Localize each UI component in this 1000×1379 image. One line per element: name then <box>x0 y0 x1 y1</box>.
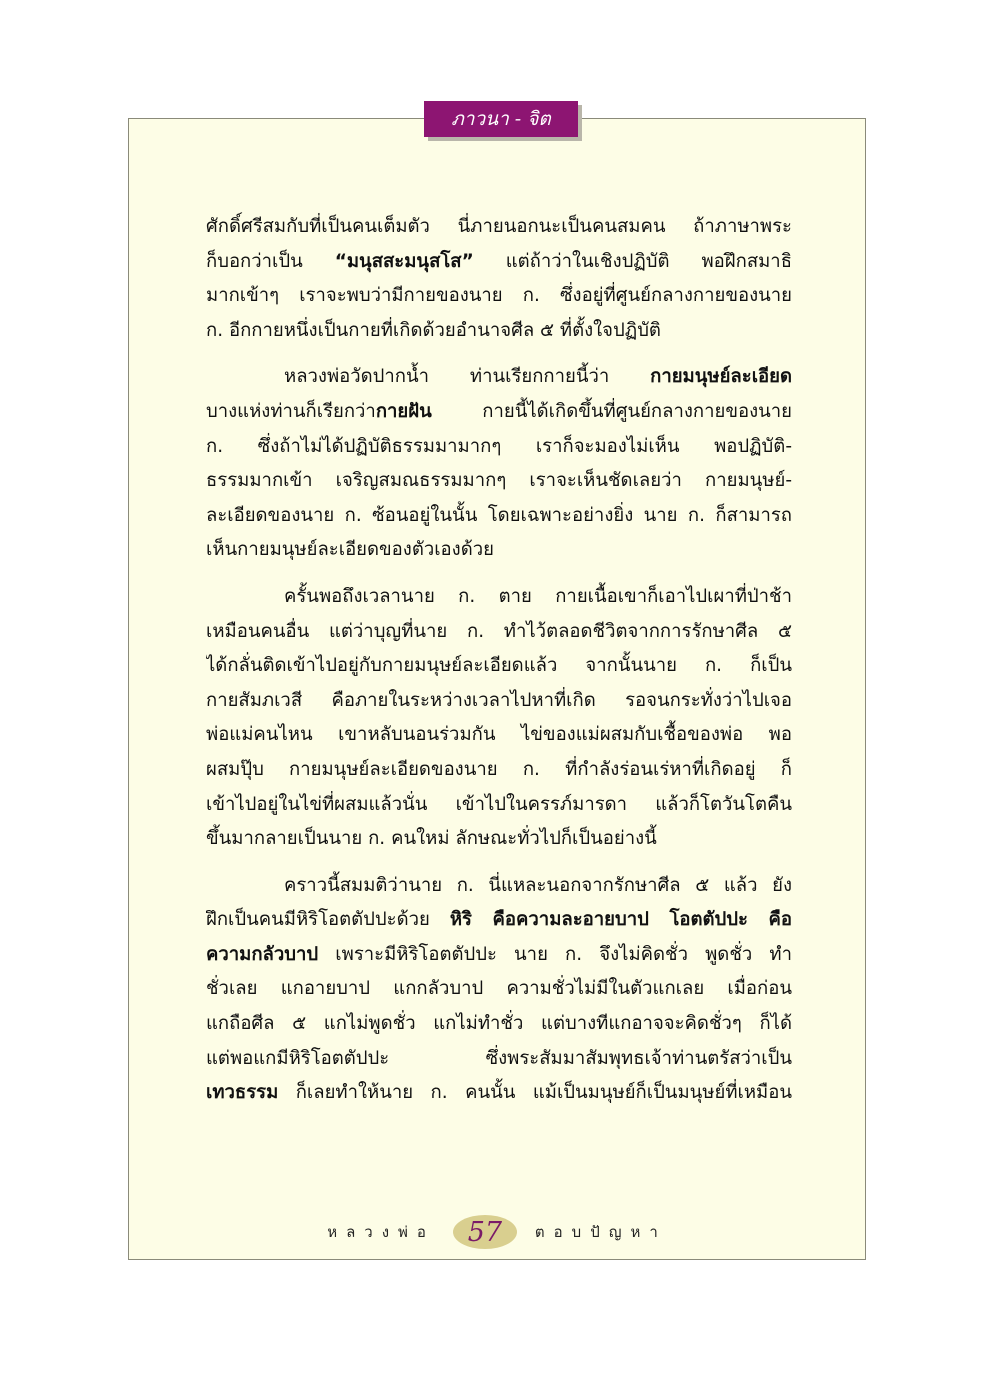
text-line: พ่อแม่คนไหน เขาหลับนอนร่วมกัน ไข่ของแม่ผสมกับเชื้อของพ่อ พอ <box>206 724 792 746</box>
paragraph-3 <box>206 580 792 857</box>
text-line: ก. อีกกายหนึ่งเป็นกายที่เกิดด้วยอำนาจศีล ๕ ที่ตั้งใจปฏิบัติ <box>206 319 661 341</box>
chapter-title: ภาวนา - จิต <box>451 108 551 130</box>
paragraph-2 <box>206 360 792 568</box>
page-number: 57 <box>453 1215 517 1249</box>
text-line: ผสมปุ๊บ กายมนุษย์ละเอียดของนาย ก. ที่กำลังร่อนเร่หาที่เกิดอยู่ ก็ <box>206 758 792 780</box>
text-line: หลวงพ่อวัดปากน้ำ ท่านเรียกกายนี้ว่า กายมนุษย์ละเอียด <box>284 366 792 388</box>
page-footer <box>128 1212 866 1252</box>
text-line: ก็บอกว่าเป็น “มนุสสะมนุสโส” แต่ถ้าว่าในเชิงปฏิบัติ พอฝึกสมาธิ <box>206 250 792 272</box>
paragraph-4 <box>206 869 792 1111</box>
text-line: ฝึกเป็นคนมีหิริโอตตัปปะด้วย หิริ คือความละอายบาป โอตตัปปะ คือ <box>206 909 792 931</box>
text-line: มากเข้าๆ เราจะพบว่ามีกายของนาย ก. ซึ่งอยู่ที่ศูนย์กลางกายของนาย <box>206 285 792 307</box>
text-line: ละเอียดของนาย ก. ซ้อนอยู่ในนั้น โดยเฉพาะอย่างยิ่ง นาย ก. ก็สามารถ <box>206 504 792 526</box>
text-line: ชั่วเลย แกอายบาป แกกลัวบาป ความชั่วไม่มีในตัวแกเลย เมื่อก่อน <box>206 978 792 1000</box>
paragraph-1 <box>206 210 792 348</box>
body-text <box>206 210 792 1111</box>
text-line: เห็นกายมนุษย์ละเอียดของตัวเองด้วย <box>206 539 494 561</box>
footer-right-text: ตอบปัญหา <box>534 1223 667 1241</box>
text-line: ได้กลั่นติดเข้าไปอยู่กับกายมนุษย์ละเอียดแล้ว จากนั้นนาย ก. ก็เป็น <box>206 655 792 677</box>
text-line: ความกลัวบาป เพราะมีหิริโอตตัปปะ นาย ก. จึงไม่คิดชั่ว พูดชั่ว ทำ <box>206 943 792 965</box>
text-line: ขึ้นมากลายเป็นนาย ก. คนใหม่ ลักษณะทั่วไปก็เป็นอย่างนี้ <box>206 828 657 850</box>
text-line: ก. ซึ่งถ้าไม่ได้ปฏิบัติธรรมมามากๆ เราก็จะมองไม่เห็น พอปฏิบัติ- <box>206 435 792 457</box>
text-line: เหมือนคนอื่น แต่ว่าบุญที่นาย ก. ทำไว้ตลอดชีวิตจากการรักษาศีล ๕ <box>206 620 792 642</box>
footer-left-text: หลวงพ่อ <box>327 1223 435 1241</box>
text-line: ธรรมมากเข้า เจริญสมณธรรมมากๆ เราจะเห็นชัดเลยว่า กายมนุษย์- <box>206 470 792 492</box>
text-line: เข้าไปอยู่ในไข่ที่ผสมแล้วนั่น เข้าไปในครรภ์มารดา แล้วก็โตวันโตคืน <box>206 793 792 815</box>
text-line: ครั้นพอถึงเวลานาย ก. ตาย กายเนื้อเขาก็เอาไปเผาที่ป่าช้า <box>284 585 792 607</box>
text-line: ศักดิ์ศรีสมกับที่เป็นคนเต็มตัว นี่ภายนอกนะเป็นคนสมคน ถ้าภาษาพระ <box>206 216 792 237</box>
text-line: เทวธรรม ก็เลยทำให้นาย ก. คนนั้น แม้เป็นมนุษย์ก็เป็นมนุษย์ที่เหมือน <box>206 1082 792 1104</box>
text-line: แต่พอแกมีหิริโอตตัปปะ ซึ่งพระสัมมาสัมพุทธเจ้าท่านตรัสว่าเป็น <box>206 1047 792 1069</box>
text-line: บางแห่งท่านก็เรียกว่ากายฝัน กายนี้ได้เกิดขึ้นที่ศูนย์กลางกายของนาย <box>206 400 792 422</box>
text-line: คราวนี้สมมติว่านาย ก. นี่แหละนอกจากรักษาศีล ๕ แล้ว ยัง <box>284 874 792 896</box>
text-line: แกถือศีล ๕ แกไม่พูดชั่ว แกไม่ทำชั่ว แต่บางทีแกอาจจะคิดชั่วๆ ก็ได้ <box>206 1013 792 1035</box>
text-line: กายสัมภเวสี คือภายในระหว่างเวลาไปหาที่เกิด รอจนกระทั่งว่าไปเจอ <box>206 689 792 711</box>
chapter-header-tab <box>424 101 578 137</box>
